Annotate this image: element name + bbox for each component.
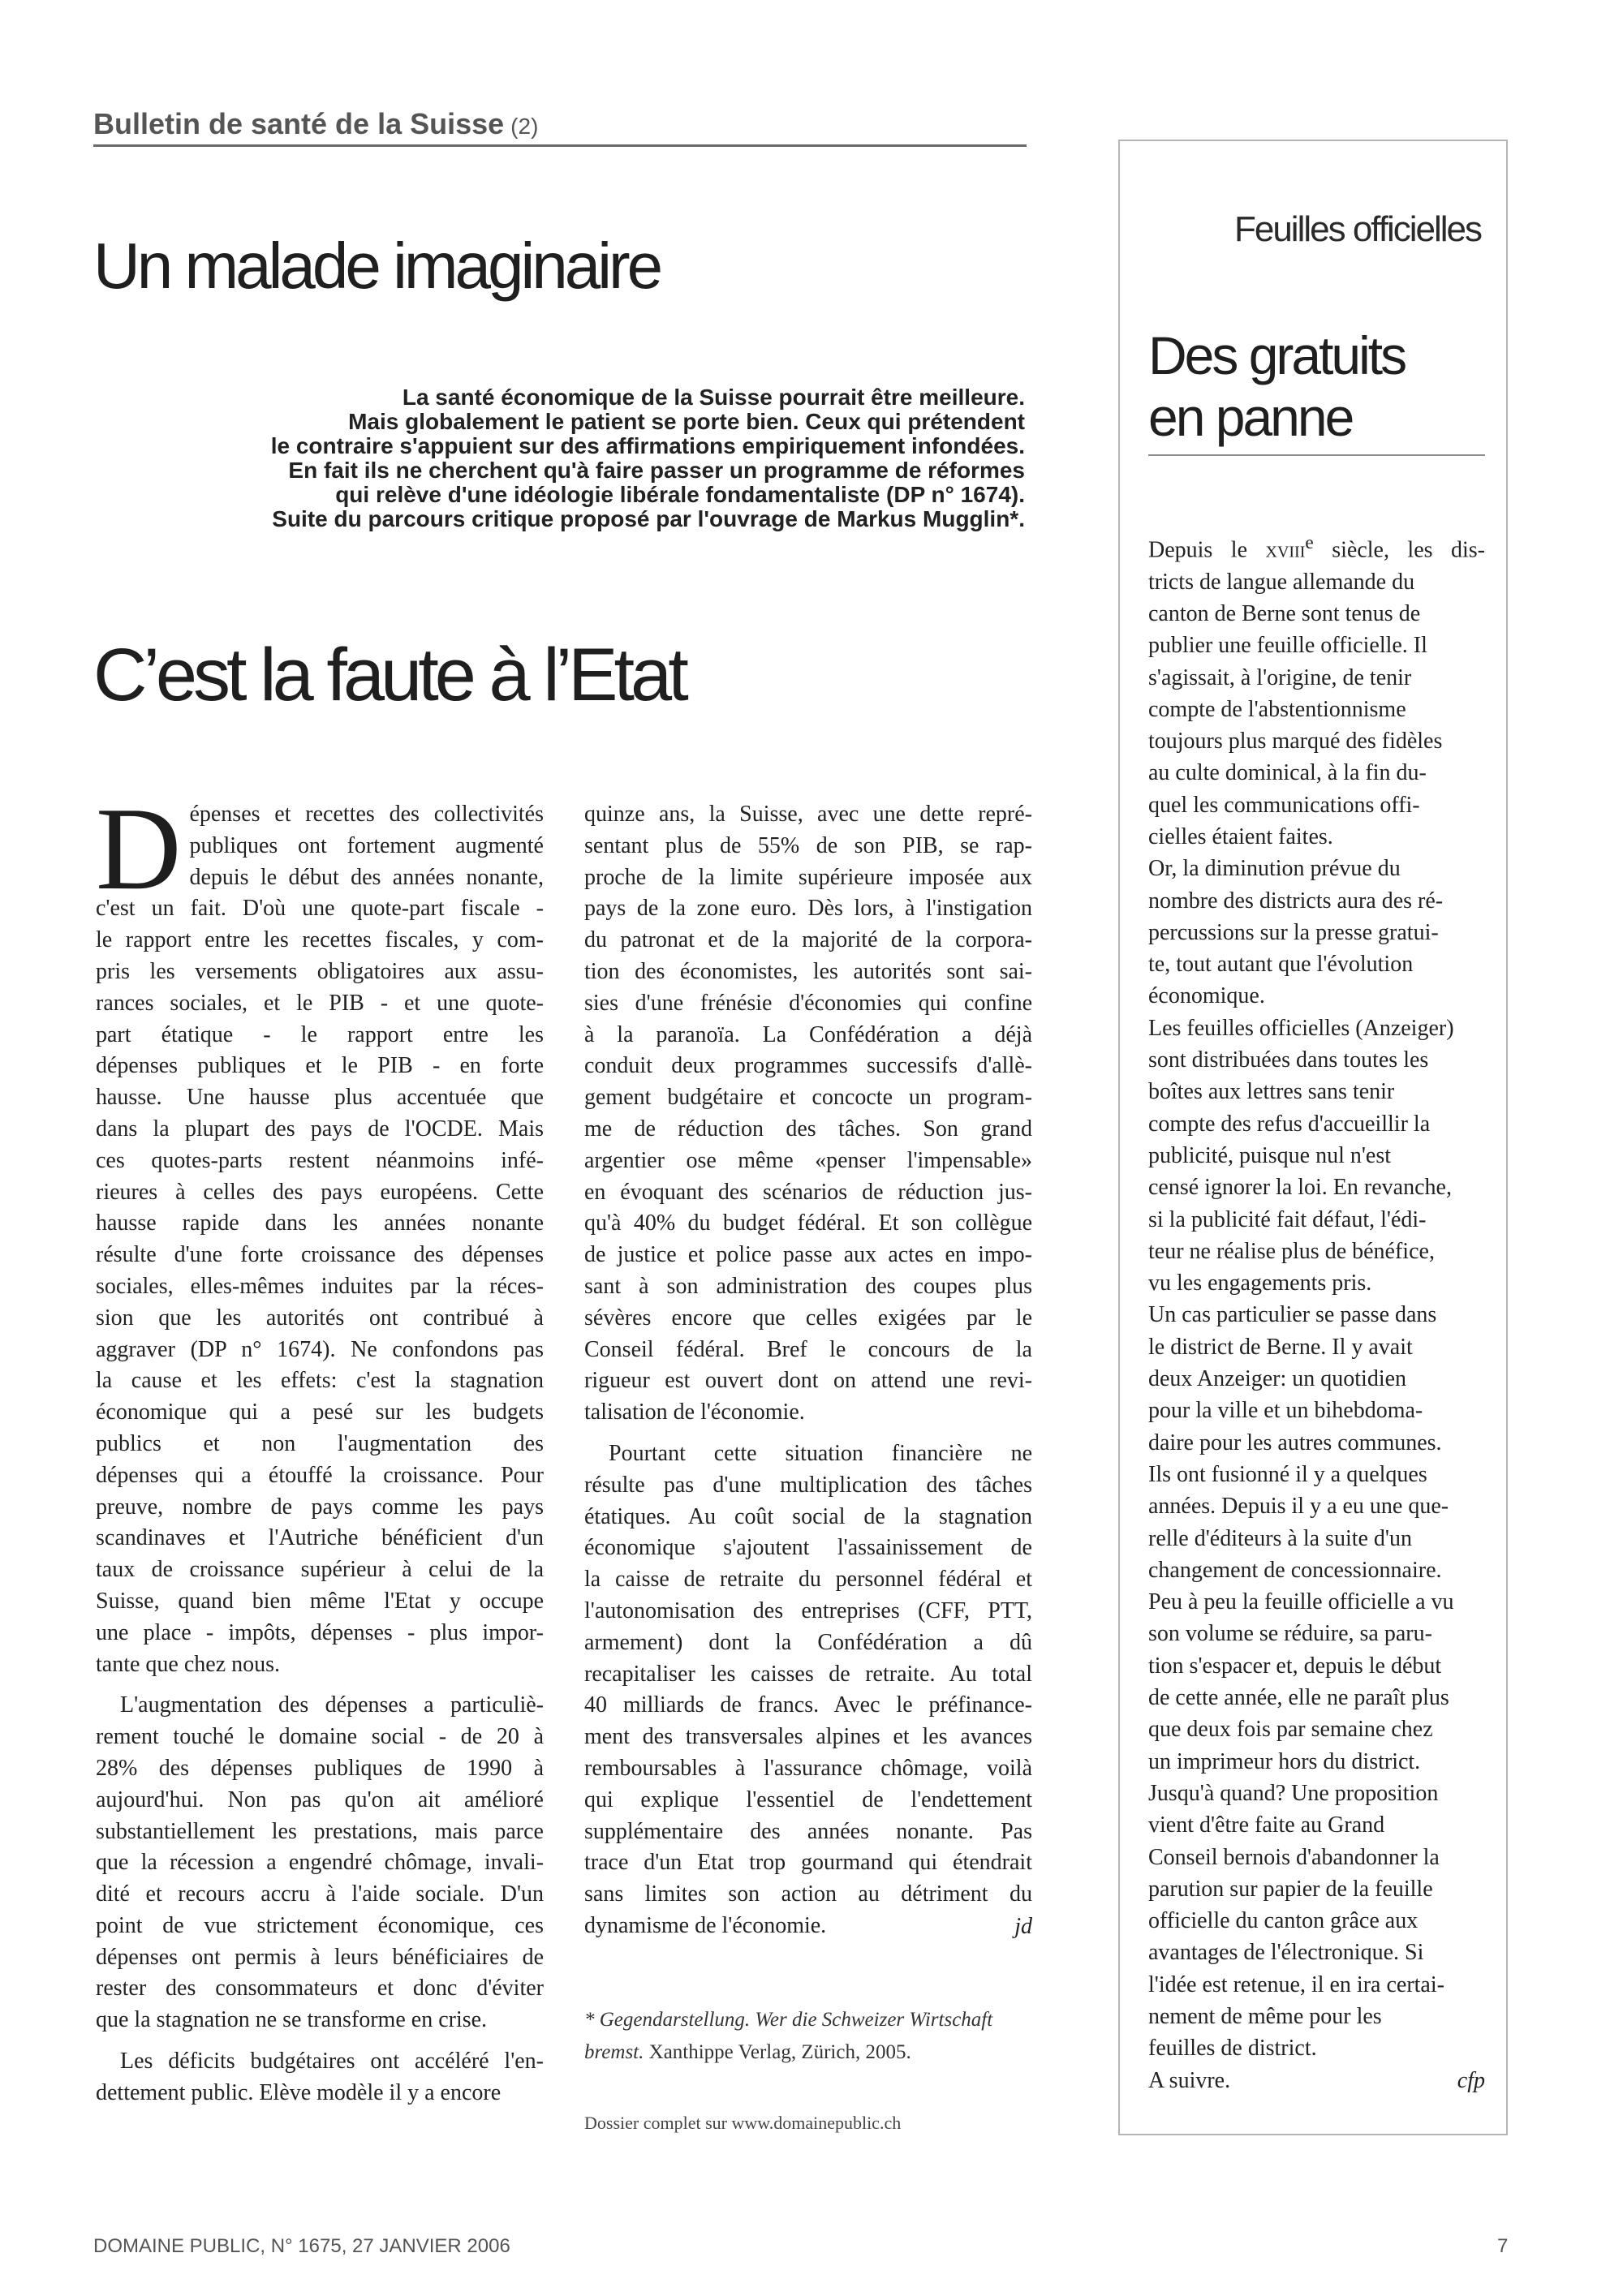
article-title-2: C’est la faute à l’Etat — [93, 634, 685, 716]
sidebar-line: le district de Berne. Il y avait — [1148, 1334, 1413, 1360]
column-line: rement touché le domaine social - de 20 à — [96, 1724, 544, 1750]
sidebar-line — [1148, 527, 1485, 566]
sidebar-line: de cette année, elle ne paraît plus — [1148, 1685, 1449, 1711]
column-line: talisation de l'économie. — [584, 1400, 805, 1425]
column-line: remboursables à l'assurance chômage, voilà — [584, 1755, 1032, 1781]
column-line: point de vue strictement économique, ces — [96, 1912, 544, 1938]
column-line: à la paranoïa. La Confédération a déjà — [584, 1021, 1032, 1047]
column-line: sies d'une frénésie d'économies qui confine — [584, 990, 1032, 1016]
column-line: taux de croissance supérieur à celui de la — [96, 1557, 544, 1583]
sidebar-line: changement de concessionnaire. — [1148, 1557, 1442, 1583]
sidebar-line: Conseil bernois d'abandonner la — [1148, 1844, 1440, 1870]
sidebar-line: Ils ont fusionné il y a quelques — [1148, 1461, 1427, 1487]
column-line: économique s'ajoutent l'assainissement de — [584, 1535, 1032, 1561]
column-line: résulte d'une forte croissance des dépenses — [96, 1242, 544, 1268]
column-line: rigueur est ouvert dont on attend une revi- — [584, 1368, 1032, 1394]
column-line: dynamisme de l'économie. — [584, 1912, 827, 1938]
column-line: la caisse de retraite du personnel fédéral et — [584, 1567, 1032, 1593]
column-line: hausse. Une hausse plus accentuée que — [96, 1085, 544, 1111]
sidebar-line: un imprimeur hors du district. — [1148, 1748, 1421, 1774]
sidebar-lines — [1148, 566, 1485, 2096]
column-line: en évoquant des scénarios de réduction jus- — [584, 1179, 1032, 1205]
column-line: substantiellement les prestations, mais parce — [96, 1818, 544, 1844]
column-line: ces quotes-parts restent néanmoins infé- — [96, 1147, 544, 1173]
column-line: supplémentaire des années nonante. Pas — [584, 1818, 1032, 1844]
column-line: une place - impôts, dépenses - plus impor- — [96, 1619, 544, 1645]
lead-line: En fait ils ne cherchent qu'à faire passer un programme de réformes — [288, 458, 1025, 483]
column-line: que la stagnation ne se transforme en crise. — [96, 2007, 488, 2033]
sidebar-title-line: en panne — [1148, 387, 1353, 447]
column-line: de justice et police passe aux actes en impo- — [584, 1242, 1032, 1268]
sidebar-text-fragment: Depuis le — [1148, 537, 1266, 563]
column-line: résulte pas d'une multiplication des tâches — [584, 1472, 1032, 1498]
sidebar-line: toujours plus marqué des fidèles — [1148, 729, 1443, 755]
column-line: dépenses qui a étouffé la croissance. Pour — [96, 1462, 544, 1488]
sidebar-line: années. Depuis il y a eu une que- — [1148, 1494, 1449, 1520]
lead-line: La santé économique de la Suisse pourrait être meilleure. — [402, 385, 1025, 410]
footnote-line — [584, 2036, 1032, 2069]
column-line: proche de la limite supérieure imposée aux — [584, 864, 1032, 890]
sidebar-line: boîtes aux lettres sans tenir — [1148, 1079, 1395, 1105]
column-line: Conseil fédéral. Bref le concours de la — [584, 1336, 1032, 1362]
century-numeral: xviii — [1265, 537, 1306, 563]
century-suffix: e — [1305, 532, 1314, 553]
sidebar-line: vu les engagements pris. — [1148, 1271, 1372, 1296]
column-line: sévères encore que celles exigées par le — [584, 1305, 1032, 1331]
sidebar-line: Or, la diminution prévue du — [1148, 856, 1401, 882]
column-line: publiques ont fortement augmenté — [189, 832, 544, 858]
sidebar-line: Jusqu'à quand? Une proposition — [1148, 1780, 1439, 1806]
sidebar-line: te, tout autant que l'évolution — [1148, 952, 1414, 978]
column-line: hausse rapide dans les années nonante — [96, 1210, 544, 1236]
column-line: scandinaves et l'Autriche bénéficient d'un — [96, 1525, 544, 1551]
drop-cap: D — [96, 783, 182, 914]
column-1-body — [96, 783, 544, 2109]
column-line: Pourtant cette situation financière ne — [609, 1440, 1032, 1466]
sidebar-title — [1148, 325, 1405, 448]
column-line: depuis le début des années nonante, — [189, 864, 544, 890]
series-heading — [93, 107, 1027, 147]
footnote-line: * Gegendarstellung. Wer die Schweizer Wirtschaft — [584, 2009, 993, 2031]
sidebar-line: si la publicité fait défaut, l'édi- — [1148, 1206, 1427, 1232]
column-line: du patronat et de la majorité de la corpora- — [584, 927, 1032, 953]
sidebar-line: quel les communications offi- — [1148, 792, 1420, 818]
article-column-1 — [96, 783, 544, 2109]
column-line: l'autonomisation des entreprises (CFF, PTT, — [584, 1597, 1032, 1623]
sidebar-line: compte des refus d'accueillir la — [1148, 1111, 1431, 1137]
sidebar-line: son volume se réduire, sa paru- — [1148, 1621, 1432, 1647]
column-line: armement) dont la Confédération a dû — [584, 1629, 1032, 1655]
column-line: quinze ans, la Suisse, avec une dette repré- — [584, 802, 1032, 827]
column-line: rester des consommateurs et donc d'éviter — [96, 1976, 544, 2001]
column-line: 40 milliards de francs. Avec le préfinance- — [584, 1692, 1032, 1718]
column-line: dettement public. Elève modèle il y a encore — [96, 2079, 502, 2105]
column-2-body — [584, 799, 1032, 1942]
column-line: tante que chez nous. — [96, 1651, 281, 1677]
column-line: ment des transversales alpines et les avances — [584, 1724, 1032, 1750]
column-line: argentier ose même «penser l'impensable» — [584, 1147, 1032, 1173]
footnote-publisher: Xanthippe Verlag, Zürich, 2005. — [644, 2041, 911, 2063]
lead-line: le contraire s'appuient sur des affirmations empiriquement infondées. — [270, 433, 1025, 458]
column-line: tion des économistes, les autorités sont sai- — [584, 958, 1032, 984]
column-line: qu'à 40% du budget fédéral. Et son collègue — [584, 1210, 1032, 1236]
lead-line: qui relève d'une idéologie libérale fondamentaliste (DP n° 1674). — [335, 482, 1025, 507]
column-line: dépenses ont permis à leurs bénéficiaires de — [96, 1944, 544, 1970]
lead-paragraph — [85, 385, 1025, 531]
footnote-title: bremst. — [584, 2041, 644, 2063]
sidebar-line: canton de Berne sont tenus de — [1148, 600, 1421, 626]
sidebar-line: pour la ville et un bihebdoma- — [1148, 1398, 1423, 1424]
sidebar-title-line: Des gratuits — [1148, 325, 1406, 385]
sidebar-line: publier une feuille officielle. Il — [1148, 633, 1427, 659]
column-line: le rapport entre les recettes fiscales, y com- — [96, 927, 544, 953]
column-line: sion que les autorités ont contribué à — [96, 1305, 544, 1331]
sidebar-line: s'agissait, à l'origine, de tenir — [1148, 664, 1412, 690]
sidebar-line: nement de même pour les — [1148, 2003, 1382, 2029]
sidebar-divider — [1148, 454, 1485, 456]
column-line: Les déficits budgétaires ont accéléré l'en- — [120, 2049, 544, 2075]
column-line: 28% des dépenses publiques de 1990 à — [96, 1755, 544, 1781]
sidebar-line: deux Anzeiger: un quotidien — [1148, 1366, 1407, 1392]
sidebar-line: que deux fois par semaine chez — [1148, 1717, 1433, 1743]
sidebar-line: officielle du canton grâce aux — [1148, 1908, 1419, 1934]
article-title-1: Un malade imaginaire — [93, 230, 661, 302]
column-line: me de réduction des tâches. Son grand — [584, 1116, 1032, 1142]
lead-line: Mais globalement le patient se porte bien. Ceux qui prétendent — [348, 409, 1025, 434]
sidebar-line: avantages de l'électronique. Si — [1148, 1940, 1424, 1966]
sidebar-line: nombre des districts aura des ré- — [1148, 888, 1444, 914]
column-line: qui explique l'essentiel de l'endettement — [584, 1786, 1032, 1812]
sidebar-line: sont distribuées dans toutes les — [1148, 1047, 1429, 1073]
sidebar-line: compte de l'abstentionnisme — [1148, 696, 1406, 722]
sidebar-line: feuilles de district. — [1148, 2036, 1317, 2062]
column-line: aujourd'hui. Non pas qu'on ait amélioré — [96, 1786, 544, 1812]
series-number: (2) — [510, 114, 539, 139]
column-line: dans la plupart des pays de l'OCDE. Mais — [96, 1116, 544, 1142]
column-line: épenses et recettes des collectivités — [189, 802, 544, 827]
series-title: Bulletin de santé de la Suisse — [93, 107, 505, 140]
column-line: économique qui a pesé sur les budgets — [96, 1400, 544, 1425]
sidebar-line: publicité, puisque nul n'est — [1148, 1142, 1392, 1168]
page-number: 7 — [1497, 2235, 1509, 2257]
article-column-2 — [584, 799, 1032, 1942]
sidebar-line: vient d'être faite au Grand — [1148, 1812, 1385, 1838]
sidebar-line: l'idée est retenue, il en ira certai- — [1148, 1971, 1444, 1997]
sidebar-line: parution sur papier de la feuille — [1148, 1876, 1433, 1902]
sidebar-section-label: Feuilles officielles — [1233, 209, 1481, 249]
column-line: c'est un fait. D'où une quote-part fiscale - — [96, 896, 544, 922]
sidebar-line: censé ignorer la loi. En revanche, — [1148, 1175, 1452, 1201]
column-line: sant à son administration des coupes plus — [584, 1273, 1032, 1299]
column-line: dité et recours accru à l'aide sociale. D'un — [96, 1881, 544, 1907]
column-line: pays de la zone euro. Dès lors, à l'instigation — [584, 896, 1032, 922]
column-line: L'augmentation des dépenses a particuliè- — [120, 1692, 544, 1718]
dossier-link-text: Dossier complet sur www.domainepublic.ch — [584, 2113, 902, 2133]
footer-publication: DOMAINE PUBLIC, N° 1675, 27 JANVIER 2006 — [93, 2235, 510, 2257]
column-line: sans limites son action au détriment du — [584, 1881, 1032, 1907]
column-line: trace d'un Etat trop gourmand qui étendrait — [584, 1850, 1032, 1876]
sidebar-line: teur ne réalise plus de bénéfice, — [1148, 1238, 1435, 1264]
column-line: étatiques. Au coût social de la stagnation — [584, 1503, 1032, 1529]
column-line: recapitaliser les caisses de retraite. Au total — [584, 1661, 1032, 1687]
sidebar-line: Un cas particulier se passe dans — [1148, 1302, 1437, 1328]
sidebar-line: au culte dominical, à la fin du- — [1148, 760, 1427, 786]
lead-line: Suite du parcours critique proposé par l'ouvrage de Markus Mugglin*. — [272, 506, 1025, 531]
column-line: preuve, nombre de pays comme les pays — [96, 1494, 544, 1520]
column-line: dépenses publiques et le PIB - en forte — [96, 1053, 544, 1079]
column-line: Suisse, quand bien même l'Etat y occupe — [96, 1588, 544, 1614]
sidebar-line: relle d'éditeurs à la suite d'un — [1148, 1525, 1412, 1551]
sidebar-body — [1148, 527, 1485, 2096]
column-line: gement budgétaire et concocte un program- — [584, 1085, 1032, 1111]
sidebar-signature: cfp — [1457, 2067, 1485, 2093]
sidebar-line: Les feuilles officielles (Anzeiger) — [1148, 1015, 1454, 1041]
sidebar-line: tion s'espacer et, depuis le début — [1148, 1653, 1442, 1679]
footnote — [584, 2004, 1032, 2069]
sidebar-line: cielles étaient faites. — [1148, 824, 1333, 849]
column-line: pris les versements obligatoires aux assu- — [96, 958, 544, 984]
column-line: part étatique - le rapport entre les — [96, 1021, 544, 1047]
sidebar-line: Peu à peu la feuille officielle a vu — [1148, 1589, 1454, 1615]
column-line: conduit deux programmes successifs d'allè- — [584, 1053, 1032, 1079]
article-signature: jd — [1014, 1913, 1032, 1939]
column-line: sociales, elles-mêmes induites par la réces- — [96, 1273, 544, 1299]
sidebar-line: A suivre. — [1148, 2067, 1231, 2093]
column-line: rances sociales, et le PIB - et une quote- — [96, 990, 544, 1016]
sidebar-line: économique. — [1148, 983, 1265, 1009]
sidebar-line: daire pour les autres communes. — [1148, 1430, 1442, 1455]
column-line: publics et non l'augmentation des — [96, 1430, 544, 1456]
column-line: sentant plus de 55% de son PIB, se rap- — [584, 832, 1032, 858]
sidebar-text-fragment: siècle, les dis- — [1313, 537, 1486, 563]
sidebar-line: tricts de langue allemande du — [1148, 569, 1415, 595]
column-line: rieures à celles des pays européens. Cette — [96, 1179, 544, 1205]
column-line: la cause et les effets: c'est la stagnation — [96, 1368, 544, 1394]
sidebar-line: percussions sur la presse gratui- — [1148, 919, 1439, 945]
column-line: aggraver (DP n° 1674). Ne confondons pas — [96, 1336, 544, 1362]
column-line: que la récession a engendré chômage, invali- — [96, 1850, 544, 1876]
